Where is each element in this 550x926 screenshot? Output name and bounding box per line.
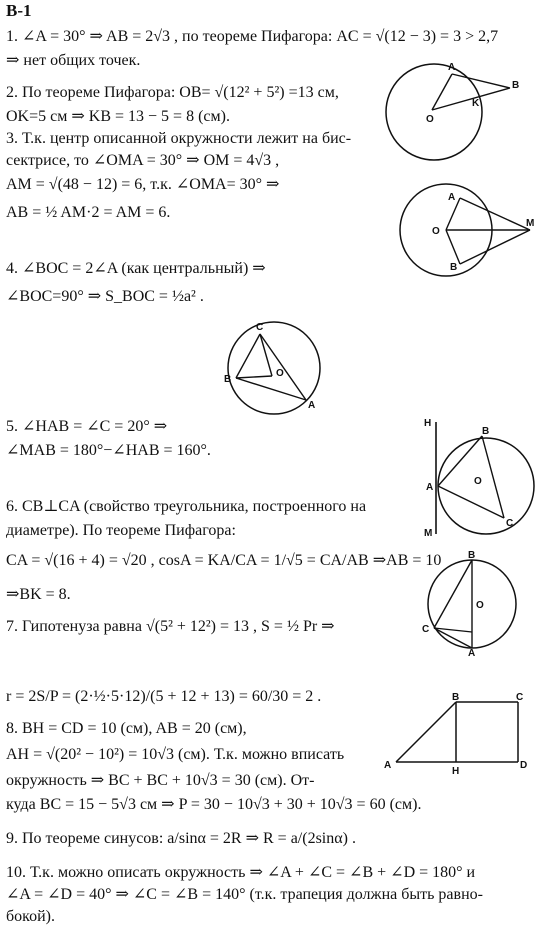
fig8-label-h: H bbox=[452, 766, 460, 777]
fig6-label-c: C bbox=[422, 624, 430, 635]
text-line: CA = √(16 + 4) = √20 , cosA = KA/CA = 1/√5 = CA/AB ⇒AB = 10 bbox=[6, 552, 442, 569]
fig1-label-a: A bbox=[448, 62, 456, 73]
figure-3 bbox=[390, 178, 540, 278]
fig1-label-b: B bbox=[512, 80, 520, 91]
text-line: 9. По теореме синусов: a/sinα = 2R ⇒ R = a/(2sinα) . bbox=[6, 830, 356, 847]
fig5-label-m: M bbox=[424, 528, 433, 539]
text-line: OK=5 см ⇒ KB = 13 − 5 = 8 (см). bbox=[6, 108, 230, 125]
fig5-label-a: A bbox=[426, 482, 434, 493]
text-line: 7. Гипотенуза равна √(5² + 12²) = 13 , S = ½ Pr ⇒ bbox=[6, 618, 335, 635]
fig6-label-a: A bbox=[468, 648, 476, 659]
figure-5 bbox=[418, 414, 543, 542]
text-line: 2. По теореме Пифагора: OB= √(12² + 5²) =13 см, bbox=[6, 84, 339, 101]
text-line: 8. BH = CD = 10 (см), AB = 20 (см), bbox=[6, 720, 247, 737]
text-line: 1. ∠A = 30° ⇒ AB = 2√3 , по теореме Пифагора: AC = √(12 − 3) = 3 > 2,7 bbox=[6, 28, 499, 45]
figure-1 bbox=[382, 60, 532, 170]
fig3-label-m: M bbox=[526, 218, 535, 229]
fig6-label-o: O bbox=[476, 600, 484, 611]
text-line: куда BC = 15 − 5√3 см ⇒ P = 30 − 10√3 + 30 + 10√3 = 60 (см). bbox=[6, 796, 422, 813]
fig5-label-b: B bbox=[482, 426, 490, 437]
fig4-label-c: C bbox=[256, 322, 264, 333]
text-line: AM = √(48 − 12) = 6, т.к. ∠OMA= 30° ⇒ bbox=[6, 176, 280, 193]
fig4-label-a: A bbox=[308, 400, 316, 411]
figure-8 bbox=[382, 690, 532, 777]
text-line: ⇒BK = 8. bbox=[6, 586, 71, 603]
figure-6 bbox=[422, 550, 532, 659]
fig3-label-b: B bbox=[450, 262, 458, 273]
text-line: r = 2S/P = (2·½·5·12)/(5 + 12 + 13) = 60/30 = 2 . bbox=[6, 688, 322, 705]
text-line: AB = ½ AM·2 = AM = 6. bbox=[6, 204, 171, 221]
fig5-label-c: C bbox=[506, 518, 514, 529]
text-line: окружность ⇒ BC + BC + 10√3 = 30 (см). От- bbox=[6, 772, 315, 789]
text-line: 5. ∠HAB = ∠C = 20° ⇒ bbox=[6, 418, 168, 435]
variant-title: В-1 bbox=[6, 1, 32, 20]
fig3-label-o: O bbox=[432, 226, 440, 237]
fig8-label-d: D bbox=[520, 760, 528, 771]
text-line: ∠BOC=90° ⇒ S_BOC = ½a² . bbox=[6, 288, 204, 305]
text-line: 6. CB⊥CA (свойство треугольника, построенного на bbox=[6, 498, 367, 515]
text-line: 10. Т.к. можно описать окружность ⇒ ∠A + ∠C = ∠B + ∠D = 180° и bbox=[6, 864, 476, 881]
text-line: 4. ∠BOC = 2∠A (как центральный) ⇒ bbox=[6, 260, 266, 277]
text-line: AH = √(20² − 10²) = 10√3 (см). Т.к. можно вписать bbox=[6, 746, 345, 763]
text-line: ∠MAB = 180°−∠HAB = 160°. bbox=[6, 442, 211, 459]
text-line: ⇒ нет общих точек. bbox=[6, 52, 141, 69]
text-line: диаметре). По теореме Пифагора: bbox=[6, 522, 236, 539]
fig1-label-k: K bbox=[472, 98, 480, 109]
figure-4 bbox=[222, 318, 332, 418]
text-line: бокой). bbox=[6, 908, 55, 925]
fig5-label-o: O bbox=[474, 476, 482, 487]
fig8-label-a: A bbox=[384, 760, 392, 771]
text-line: ∠A = ∠D = 40° ⇒ ∠C = ∠B = 140° (т.к. трапеция должна быть равно- bbox=[6, 886, 483, 903]
fig3-label-a: A bbox=[448, 192, 456, 203]
fig8-label-b: B bbox=[452, 692, 460, 703]
text-line: 3. Т.к. центр описанной окружности лежит на бис- bbox=[6, 130, 352, 147]
fig5-label-h: H bbox=[424, 418, 432, 429]
text-line: сектрисе, то ∠OMA = 30° ⇒ OM = 4√3 , bbox=[6, 152, 280, 169]
fig4-label-o: O bbox=[276, 368, 284, 379]
fig4-label-b: B bbox=[224, 374, 232, 385]
fig8-label-c: C bbox=[516, 692, 524, 703]
fig1-label-o: O bbox=[426, 114, 434, 125]
fig6-label-b: B bbox=[468, 550, 476, 561]
